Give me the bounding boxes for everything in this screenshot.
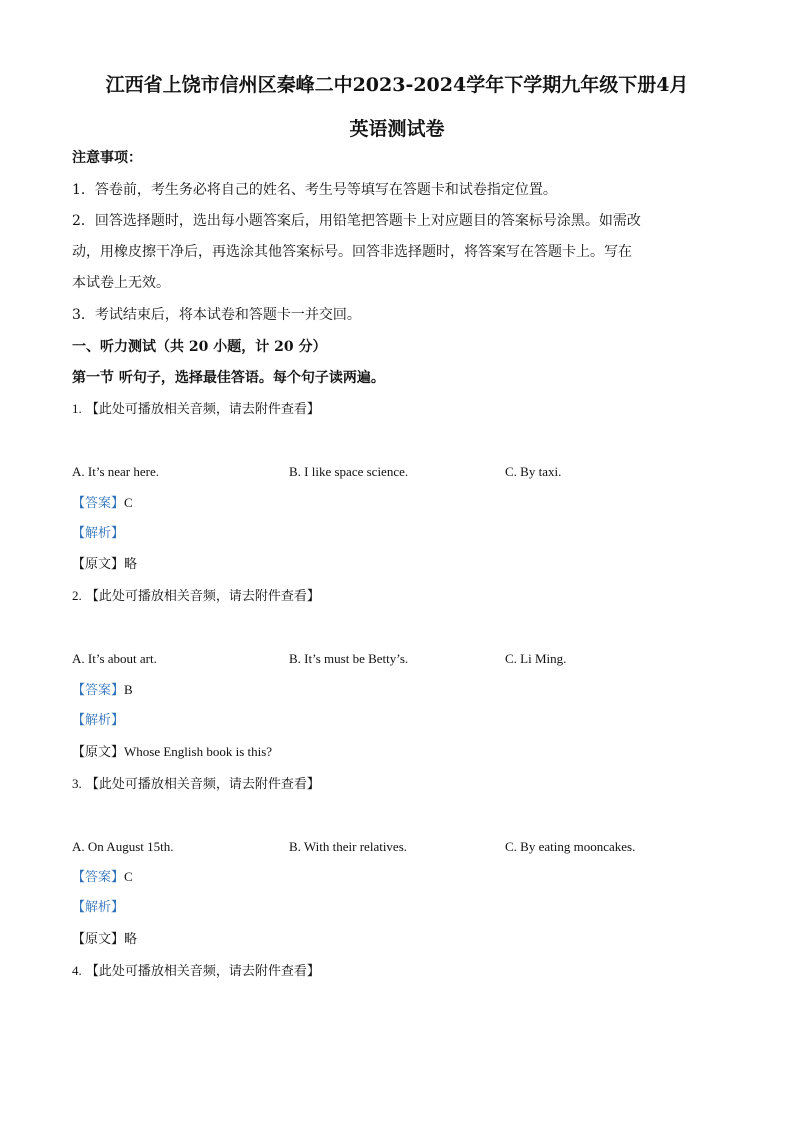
answer-label: 【答案】 [72,683,125,698]
question-1 [72,400,320,419]
analysis-label: 【解析】 [72,713,125,728]
document-title-line1: 江西省上饶市信州区秦峰二中2023-2024学年下学期九年级下册4月 [105,74,689,96]
notice-item-2-line3: 本试卷上无效。 [72,275,170,291]
q1-analysis [72,525,124,543]
notice-item-2-line1: 2．回答选择题时，选出每小题答案后，用铅笔把答题卡上对应题目的答案标号涂黑。如需改 [72,213,641,229]
q3-answer [72,868,133,887]
q2-answer [72,681,133,700]
notice-item-2-line2: 动，用橡皮擦干净后，再选涂其他答案标号。回答非选择题时，将答案写在答题卡上。写在 [72,244,632,260]
q2-option-a: A. It’s about art. [72,651,157,666]
q3-option-a: A. On August 15th. [72,839,174,854]
q2-option-b: B. It’s must be Betty’s. [289,651,409,666]
q3-option-c: C. By eating mooncakes. [505,839,636,854]
section-sub-title: 第一节 听句子，选择最佳答语。每个句子读两遍。 [72,370,385,386]
notice-item-1: 1．答卷前，考生务必将自己的姓名、考生号等填写在答题卡和试卷指定位置。 [72,182,557,198]
answer-label: 【答案】 [72,496,125,511]
audio-prompt: 【此处可播放相关音频，请去附件查看】 [85,402,320,417]
q2-option-c: C. Li Ming. [505,651,567,666]
original-text: Whose English book is this? [124,744,273,759]
original-text: 略 [124,932,138,947]
answer-label: 【答案】 [72,870,125,885]
analysis-label: 【解析】 [72,900,125,915]
answer-value: B [124,682,133,697]
question-number: 1. [72,401,82,416]
q1-answer [72,494,133,513]
audio-prompt: 【此处可播放相关音频，请去附件查看】 [85,589,320,604]
original-label: 【原文】 [72,932,125,947]
q1-original [72,556,137,574]
q1-option-c: C. By taxi. [505,464,562,479]
q2-analysis [72,712,124,730]
document-title-line2: 英语测试卷 [349,118,445,140]
original-text: 略 [124,557,138,572]
original-label: 【原文】 [72,557,125,572]
q3-original [72,931,137,949]
original-label: 【原文】 [72,745,125,760]
q3-analysis [72,899,124,917]
answer-value: C [124,495,133,510]
q3-option-b: B. With their relatives. [289,839,408,854]
q1-option-b: B. I like space science. [289,464,409,479]
section-part-title: 一、听力测试（共 20 小题，计 20 分） [72,339,327,355]
notice-item-3: 3．考试结束后，将本试卷和答题卡一并交回。 [72,307,361,323]
analysis-label: 【解析】 [72,526,125,541]
question-4 [72,962,320,981]
question-2 [72,587,320,606]
audio-prompt: 【此处可播放相关音频，请去附件查看】 [85,964,320,979]
question-number: 4. [72,963,82,978]
question-number: 2. [72,588,82,603]
audio-prompt: 【此处可播放相关音频，请去附件查看】 [85,777,320,792]
notice-heading: 注意事项： [72,150,142,166]
q1-option-a: A. It’s near here. [72,464,159,479]
question-number: 3. [72,776,82,791]
answer-value: C [124,869,133,884]
question-3 [72,775,320,794]
q2-original [72,743,272,762]
